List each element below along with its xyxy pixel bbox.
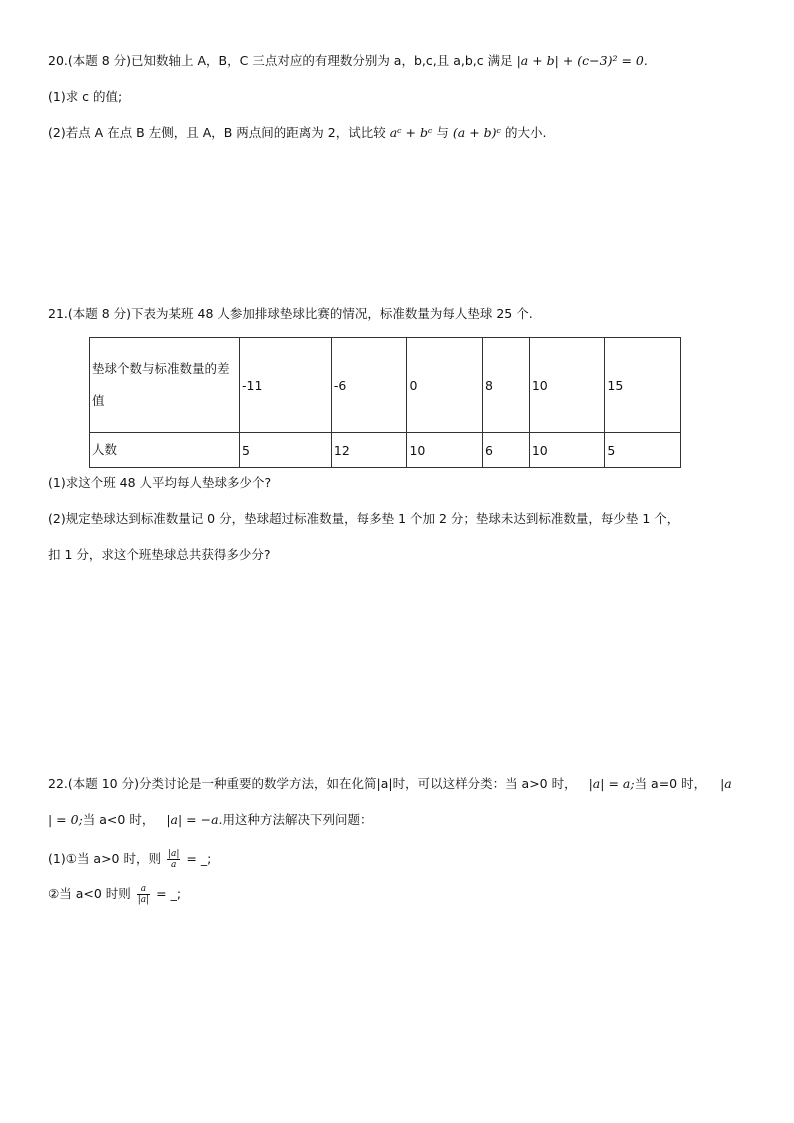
- q22-part2: [48, 883, 181, 905]
- q21-part1: (1)求这个班 48 人平均每人垫球多少个?: [48, 475, 272, 490]
- q20-expression-1: aᶜ + bᶜ: [389, 125, 433, 140]
- fraction-numerator: a: [137, 884, 150, 895]
- table-row-difference: [90, 338, 681, 433]
- q22-abs-positive: |a| = a;: [588, 776, 635, 791]
- q20-part2-text: (2)若点 A 在点 B 左侧，且 A，B 两点间的距离为 2，试比较: [48, 125, 386, 140]
- table-cell: 5: [240, 433, 332, 468]
- q22-zero-case: 当 a=0 时，: [634, 776, 707, 791]
- q22-part1: [48, 848, 211, 870]
- q22-abs-zero-start: |a: [720, 776, 732, 791]
- table-cell: 0: [407, 338, 483, 433]
- q20-condition-expression: |a + b| + (c−3)² = 0.: [516, 53, 648, 68]
- table-cell: 6: [483, 433, 530, 468]
- q20-part1: (1)求 c 的值;: [48, 89, 123, 104]
- q22-stem-line1: [48, 775, 732, 793]
- answer-blank: = _;: [156, 886, 182, 901]
- fraction-denominator: a: [171, 860, 177, 870]
- q22-stem-text: 22.(本题 10 分)分类讨论是一种重要的数学方法，如在化简|a|时，可以这样分类：当 a>0 时，: [48, 776, 577, 791]
- table-cell: 12: [331, 433, 407, 468]
- table-header-count: 人数: [90, 433, 240, 468]
- table-cell: 10: [407, 433, 483, 468]
- fraction-numerator: |a|: [167, 849, 180, 859]
- q22-fraction-1: [167, 849, 180, 870]
- q20-stem-text: 20.(本题 8 分)已知数轴上 A，B，C 三点对应的有理数分别为 a，b,c,且 a,b,c 满足: [48, 53, 513, 68]
- q22-abs-negative: |a| = −a.: [166, 812, 223, 827]
- q22-method-text: 用这种方法解决下列问题：: [222, 812, 373, 827]
- table-cell: 8: [483, 338, 530, 433]
- table-cell: -11: [240, 338, 332, 433]
- circled-one-icon: ①: [65, 851, 77, 866]
- q22-stem-line2: [48, 811, 373, 829]
- q22-negative-case: 当 a<0 时，: [82, 812, 155, 827]
- q20-stem: [48, 52, 648, 70]
- q21-part2-line2: 扣 1 分，求这个班垫球总共获得多少分?: [48, 547, 271, 562]
- q22-part1-text: 当 a>0 时，则: [76, 851, 161, 866]
- table-header-difference: 垫球个数与标准数量的差值: [90, 338, 240, 433]
- q22-abs-zero-end: | = 0;: [48, 812, 83, 827]
- q21-score-table: [89, 337, 681, 468]
- table-cell: 10: [529, 433, 605, 468]
- q21-stem: 21.(本题 8 分)下表为某班 48 人参加排球垫球比赛的情况，标准数量为每人垫球 25 个.: [48, 306, 533, 321]
- table-cell: 10: [529, 338, 605, 433]
- q20-part2-end: 的大小.: [504, 125, 547, 140]
- q21-part2-line1: (2)规定垫球达到标准数量记 0 分，垫球超过标准数量，每多垫 1 个加 2 分；垫球未达到标准数量，每少垫 1 个，: [48, 511, 680, 526]
- circled-two-icon: ②: [48, 886, 60, 901]
- fraction-denominator: |a|: [137, 895, 150, 905]
- q20-part2: [48, 124, 546, 142]
- table-cell: -6: [331, 338, 407, 433]
- q22-fraction-2: [137, 884, 150, 905]
- table-cell: 15: [605, 338, 681, 433]
- q22-part2-text: 当 a<0 时则: [59, 886, 131, 901]
- table-cell: 5: [605, 433, 681, 468]
- answer-blank: = _;: [186, 851, 212, 866]
- table-row-count: [90, 433, 681, 468]
- q20-expression-2: (a + b)ᶜ: [452, 125, 501, 140]
- q22-part1-prefix: (1): [48, 851, 66, 866]
- q20-part2-mid: 与: [436, 125, 449, 140]
